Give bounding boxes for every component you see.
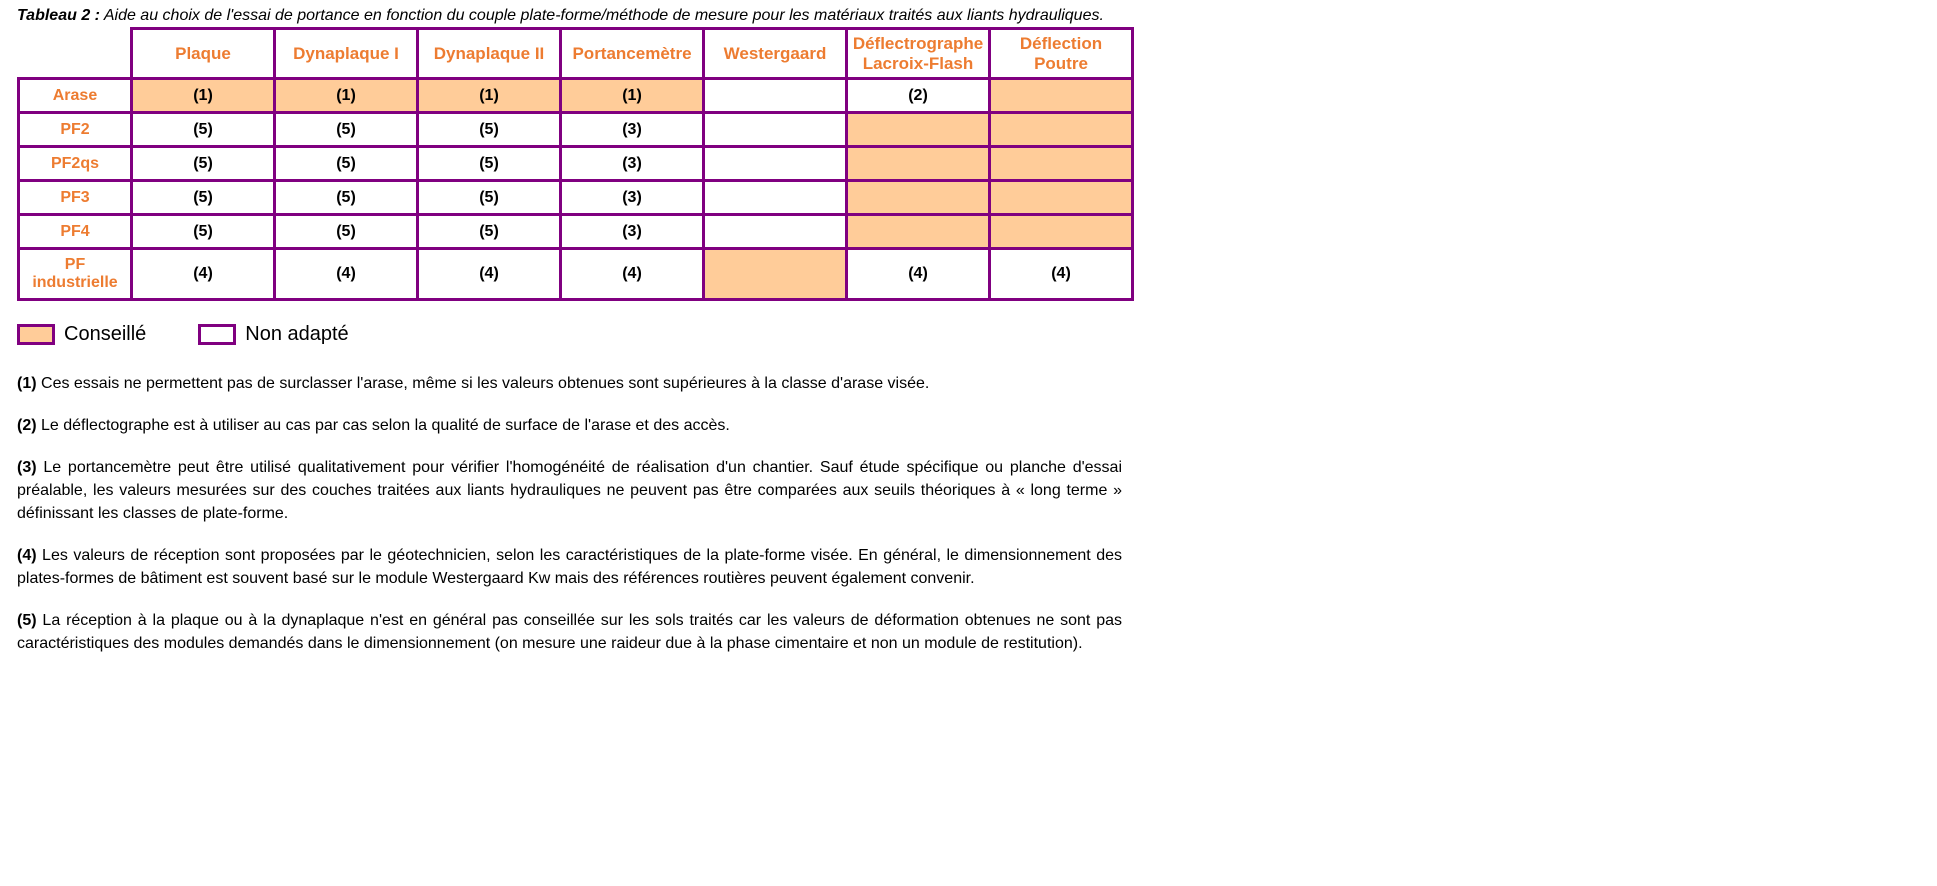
row-label: PF4 <box>19 215 132 249</box>
column-header: Plaque <box>132 29 275 79</box>
footnote-ref: (2) <box>17 417 37 434</box>
legend-swatch-non-adapte <box>198 324 236 345</box>
legend-label-conseille: Conseillé <box>64 323 147 345</box>
row-label: PF3 <box>19 181 132 215</box>
footnote-2 <box>17 414 1122 437</box>
matrix-cell <box>990 113 1133 147</box>
footnote-text: La réception à la plaque ou à la dynaplaque n'est en général pas conseillée sur les sols traités car les valeurs de déformation obtenues ne sont pas caractéristiques des modules demandés dans le dimensionnement (on mesure une raideur due à la phase cimentaire et non un module de restitution). <box>17 612 1122 652</box>
footnote-3 <box>17 456 1122 525</box>
column-header: Dynaplaque II <box>418 29 561 79</box>
matrix-cell: (4) <box>990 249 1133 300</box>
matrix-cell <box>704 181 847 215</box>
footnote-text: Le déflectographe est à utiliser au cas par cas selon la qualité de surface de l'arase et des accès. <box>36 417 730 434</box>
corner-cell <box>19 29 132 79</box>
row-label: PF2 <box>19 113 132 147</box>
footnote-5 <box>17 609 1122 655</box>
column-header: Dynaplaque I <box>275 29 418 79</box>
matrix-cell: (5) <box>418 113 561 147</box>
legend-label-non-adapte: Non adapté <box>245 323 349 345</box>
matrix-cell <box>704 147 847 181</box>
table-row <box>19 147 1133 181</box>
footnote-text: Le portancemètre peut être utilisé qualitativement pour vérifier l'homogénéité de réalisation d'un chantier. Sauf étude spécifique ou planche d'essai préalable, les valeurs mesurées sur des couches traitées aux liants hydrauliques ne peuvent pas être comparées aux seuils théoriques à « long terme » définissant les classes de plate-forme. <box>17 459 1122 522</box>
row-label: PF2qs <box>19 147 132 181</box>
footnote-ref: (1) <box>17 375 37 392</box>
matrix-cell <box>990 181 1133 215</box>
footnote-ref: (3) <box>17 459 37 476</box>
table-row <box>19 113 1133 147</box>
matrix-cell: (5) <box>418 147 561 181</box>
matrix-cell: (5) <box>418 181 561 215</box>
footnotes <box>17 372 1122 655</box>
table-row <box>19 79 1133 113</box>
footnote-text: Ces essais ne permettent pas de surclasser l'arase, même si les valeurs obtenues sont supérieures à la classe d'arase visée. <box>36 375 930 392</box>
row-label: PF industrielle <box>19 249 132 300</box>
matrix-cell: (5) <box>132 113 275 147</box>
matrix-cell: (1) <box>418 79 561 113</box>
matrix-cell: (4) <box>132 249 275 300</box>
page-title <box>17 5 1112 26</box>
matrix-cell <box>990 215 1133 249</box>
footnote-1 <box>17 372 1122 395</box>
legend <box>17 323 1937 346</box>
table-row <box>19 215 1133 249</box>
footnote-ref: (5) <box>17 612 37 629</box>
matrix-cell <box>990 79 1133 113</box>
column-header: Déflection Poutre <box>990 29 1133 79</box>
matrix-cell: (5) <box>132 215 275 249</box>
matrix-cell: (5) <box>132 181 275 215</box>
matrix-cell <box>990 147 1133 181</box>
table-row <box>19 181 1133 215</box>
matrix-cell: (5) <box>275 215 418 249</box>
matrix-cell: (5) <box>418 215 561 249</box>
matrix-cell <box>704 79 847 113</box>
matrix-cell: (4) <box>275 249 418 300</box>
matrix-cell <box>847 215 990 249</box>
matrix-cell <box>704 113 847 147</box>
column-header: Portancemètre <box>561 29 704 79</box>
matrix-cell <box>847 181 990 215</box>
table-row <box>19 249 1133 300</box>
matrix-cell: (2) <box>847 79 990 113</box>
matrix-cell: (5) <box>275 113 418 147</box>
matrix-cell <box>704 249 847 300</box>
footnote-4 <box>17 544 1122 590</box>
matrix-cell: (3) <box>561 113 704 147</box>
table-header-row <box>19 29 1133 79</box>
matrix-cell: (4) <box>418 249 561 300</box>
matrix-cell: (4) <box>561 249 704 300</box>
matrix-cell: (5) <box>275 147 418 181</box>
matrix-cell: (3) <box>561 147 704 181</box>
table-caption-text: Aide au choix de l'essai de portance en fonction du couple plate-forme/méthode de mesure pour les matériaux traités aux liants hydrauliques. <box>99 7 1104 24</box>
table-caption-label: Tableau 2 : <box>17 7 100 24</box>
footnote-text: Les valeurs de réception sont proposées par le géotechnicien, selon les caractéristiques de la plate-forme visée. En général, le dimensionnement des plates-formes de bâtiment est souvent basé sur le module Westergaard Kw mais des références routières peuvent également convenir. <box>17 547 1122 587</box>
column-header: Déflectrographe Lacroix-Flash <box>847 29 990 79</box>
matrix-cell: (1) <box>561 79 704 113</box>
matrix-cell: (5) <box>275 181 418 215</box>
matrix-cell: (3) <box>561 215 704 249</box>
matrix-cell: (1) <box>275 79 418 113</box>
matrix-cell: (1) <box>132 79 275 113</box>
matrix-cell <box>847 147 990 181</box>
matrix-cell: (4) <box>847 249 990 300</box>
legend-swatch-conseille <box>17 324 55 345</box>
footnote-ref: (4) <box>17 547 37 564</box>
matrix-cell <box>704 215 847 249</box>
matrix-cell: (5) <box>132 147 275 181</box>
row-label: Arase <box>19 79 132 113</box>
matrix-cell <box>847 113 990 147</box>
portance-table <box>17 27 1134 301</box>
matrix-cell: (3) <box>561 181 704 215</box>
column-header: Westergaard <box>704 29 847 79</box>
